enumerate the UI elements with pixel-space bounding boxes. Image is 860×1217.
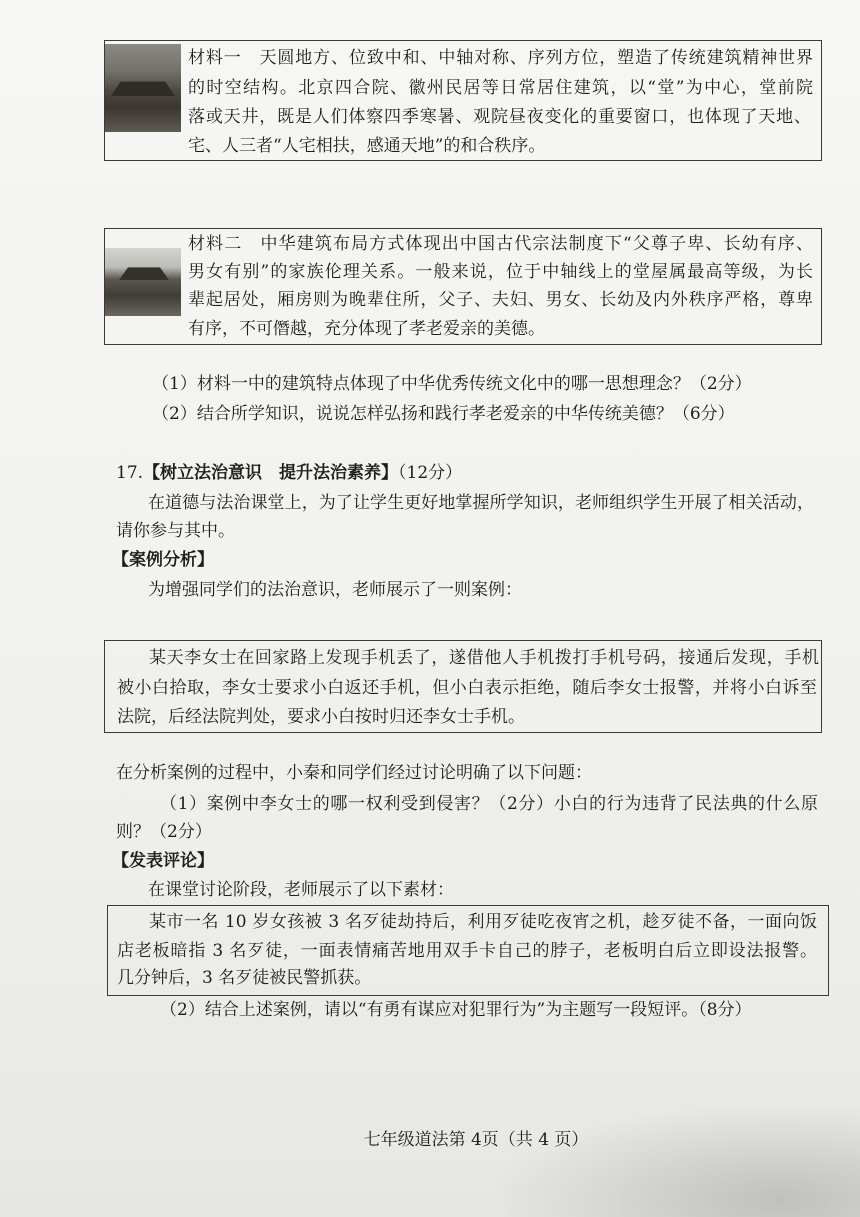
material-one-line: 宅、人三者“人宅相扶，感通天地”的和合秩序。	[188, 136, 546, 156]
discussion-lead: 在分析案例的过程中，小秦和同学们经过讨论明确了以下问题：	[116, 763, 592, 783]
intro-line: 在道德与法治课堂上，为了让学生更好地掌握所学知识，老师组织学生开展了相关活动，	[148, 493, 814, 513]
question-17-1: （1）案例中李女士的哪一权利受到侵害？（2分）小白的行为违背了民法典的什么原	[160, 794, 818, 814]
material-one-line: 的时空结构。北京四合院、徽州民居等日常居住建筑，以“堂”为中心，堂前院	[188, 78, 813, 98]
case-line: 被小白拾取，李女士要求小白返还手机，但小白表示拒绝，随后李女士报警，并将小白诉至	[117, 678, 817, 698]
material-two-line: 男女有别”的家族伦理关系。一般来说，位于中轴线上的堂屋属最高等级，为长	[188, 262, 813, 282]
material-two-line: 有序，不可僭越，充分体现了孝老爱亲的美德。	[188, 319, 545, 339]
question-score: （12分）	[398, 463, 463, 483]
comment-material-box	[107, 905, 829, 996]
question-16-1: （1）材料一中的建筑特点体现了中华优秀传统文化中的哪一思想理念？（2分）	[152, 374, 752, 394]
comment-lead: 在课堂讨论阶段，老师展示了以下素材：	[148, 880, 454, 900]
material-two-box	[104, 228, 822, 345]
comment-material-line: 某市一名 10 岁女孩被 3 名歹徒劫持后，利用歹徒吃夜宵之机，趁歹徒不备，一面向饭	[149, 912, 817, 932]
material-one-line: 落或天井，既是人们体察四季寒暑、观院昼夜变化的重要窗口，也体现了天地、	[188, 107, 811, 127]
case-box	[104, 640, 822, 733]
roof-shape	[111, 78, 175, 96]
case-line: 某天李女士在回家路上发现手机丢了，遂借他人手机拨打手机号码，接通后发现，手机	[149, 648, 819, 668]
page-footer: 七年级道法第 4页（共 4 页）	[363, 1130, 589, 1150]
intro-line: 请你参与其中。	[116, 521, 235, 541]
material-two-photo	[105, 248, 181, 316]
question-17-heading	[116, 462, 616, 484]
material-one-box	[104, 40, 822, 161]
material-two-line: 材料二 中华建筑布局方式体现出中国古代宗法制度下“父尊子卑、长幼有序、	[188, 234, 813, 254]
roof-shape	[119, 266, 169, 280]
section-label-comment: 【发表评论】	[112, 851, 214, 871]
comment-material-line: 几分钟后，3 名歹徒被民警抓获。	[117, 968, 372, 988]
question-number: 17.	[116, 463, 144, 483]
section-label-case-analysis: 【案例分析】	[112, 550, 214, 570]
material-one-photo	[105, 44, 181, 132]
question-title: 【树立法治意识 提升法治素养】	[143, 463, 399, 483]
material-one-line: 材料一 天圆地方、位致中和、中轴对称、序列方位，塑造了传统建筑精神世界	[188, 48, 813, 68]
question-17-1-cont: 则？（2分）	[116, 822, 212, 842]
case-lead: 为增强同学们的法治意识，老师展示了一则案例：	[148, 580, 522, 600]
comment-material-line: 店老板暗指 3 名歹徒，一面表情痛苦地用双手卡自己的脖子，老板明白后立即设法报警。	[117, 941, 817, 961]
case-line: 法院，后经法院判处，要求小白按时归还李女士手机。	[117, 707, 525, 727]
question-17-2: （2）结合上述案例，请以“有勇有谋应对犯罪行为”为主题写一段短评。（8分）	[160, 1000, 752, 1020]
question-16-2: （2）结合所学知识，说说怎样弘扬和践行孝老爱亲的中华传统美德？（6分）	[152, 404, 735, 424]
material-two-line: 辈起居处，厢房则为晚辈住所，父子、夫妇、男女、长幼及内外秩序严格，尊卑	[188, 290, 813, 310]
